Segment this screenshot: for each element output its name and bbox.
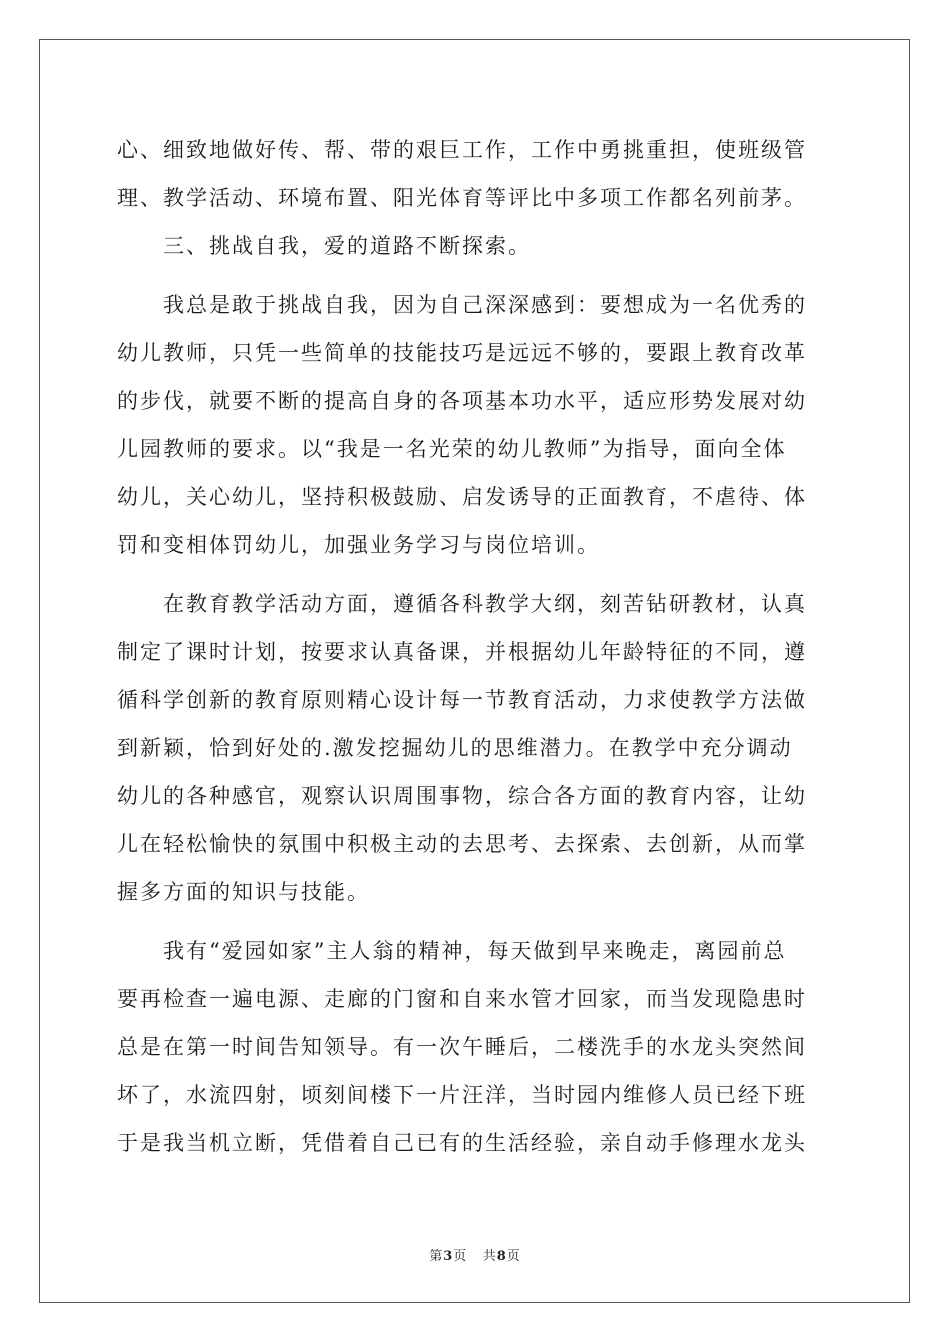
total-suffix: 页 xyxy=(506,1249,521,1264)
text-line: 总是在第一时间告知领导。有一次午睡后，二楼洗手的水龙头突然间 xyxy=(117,1035,807,1059)
page-prefix: 第 xyxy=(429,1249,444,1264)
text-line: 我总是敢于挑战自我，因为自己深深感到：要想成为一名优秀的 xyxy=(163,293,807,317)
page-current: 3 xyxy=(443,1249,454,1264)
text-line: 幼儿教师，只凭一些简单的技能技巧是远远不够的，要跟上教育改革 xyxy=(117,341,807,365)
text-line: 坏了，水流四射，顷刻间楼下一片汪洋，当时园内维修人员已经下班 xyxy=(117,1083,807,1107)
text-line: 幼儿的各种感官，观察认识周围事物，综合各方面的教育内容，让幼 xyxy=(117,784,807,808)
page-total: 8 xyxy=(496,1249,507,1264)
text-line: 制定了课时计划，按要求认真备课，并根据幼儿年龄特征的不同，遵 xyxy=(117,640,807,664)
text-line: 循科学创新的教育原则精心设计每一节教育活动，力求使教学方法做 xyxy=(117,688,807,712)
text-line: 儿园教师的要求。以“我是一名光荣的幼儿教师”为指导，面向全体 xyxy=(117,437,787,461)
text-line: 我有“爱园如家”主人翁的精神，每天做到早来晚走，离园前总 xyxy=(163,939,787,963)
text-line: 的步伐，就要不断的提高自身的各项基本功水平，适应形势发展对幼 xyxy=(117,389,807,413)
text-line: 幼儿，关心幼儿，坚持积极鼓励、启发诱导的正面教育，不虐待、体 xyxy=(117,485,807,509)
page-footer xyxy=(0,1245,950,1264)
text-line: 到新颖，恰到好处的.激发挖掘幼儿的思维潜力。在教学中充分调动 xyxy=(117,736,793,760)
text-line: 握多方面的知识与技能。 xyxy=(117,880,370,904)
text-line: 罚和变相体罚幼儿，加强业务学习与岗位培训。 xyxy=(117,533,600,557)
text-line: 理、教学活动、环境布置、阳光体育等评比中多项工作都名列前茅。 xyxy=(117,186,807,210)
text-line: 儿在轻松愉快的氛围中积极主动的去思考、去探索、去创新，从而掌 xyxy=(117,832,807,856)
total-prefix: 共 xyxy=(482,1249,497,1264)
text-line: 在教育教学活动方面，遵循各科教学大纲，刻苦钻研教材，认真 xyxy=(163,592,807,616)
text-line: 要再检查一遍电源、走廊的门窗和自来水管才回家，而当发现隐患时 xyxy=(117,987,807,1011)
document-body xyxy=(117,126,833,1167)
page-suffix: 页 xyxy=(453,1249,468,1264)
section-heading: 三、挑战自我，爱的道路不断探索。 xyxy=(163,234,531,258)
text-line: 于是我当机立断，凭借着自己已有的生活经验，亲自动手修理水龙头 xyxy=(117,1131,807,1155)
text-line: 心、细致地做好传、帮、带的艰巨工作，工作中勇挑重担，使班级管 xyxy=(117,138,807,162)
